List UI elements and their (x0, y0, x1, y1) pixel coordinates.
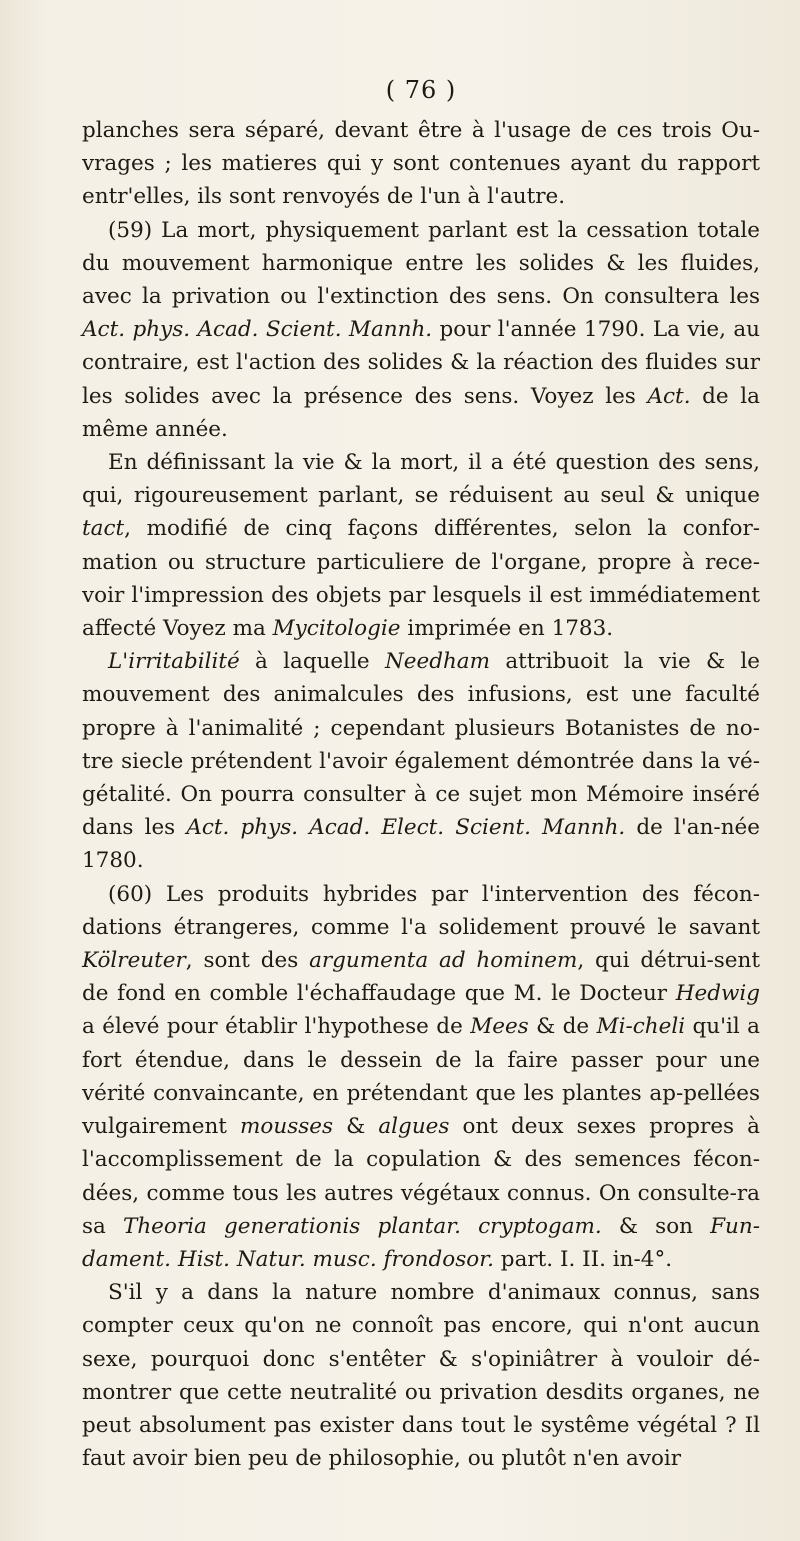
text-span: planches sera séparé, devant être à l'usage de ces trois Ou-vrages ; les matieres qui y sont contenues ayant du rapport entr'elles, ils sont renvoyés de l'un à l'autre. (82, 118, 760, 210)
body-text (82, 114, 760, 1475)
paragraph (82, 878, 760, 1276)
italic-text: Fun-dament. Hist. Natur. musc. frondosor. (82, 1213, 761, 1272)
italic-text: Act. (647, 383, 691, 409)
paragraph (82, 214, 760, 446)
italic-text: Mi-cheli (596, 1014, 686, 1040)
paragraph (82, 446, 760, 645)
text-span: , sont des (185, 948, 310, 974)
text-span: qu'il a fort étendue, dans le dessein de la faire passer pour une vérité convaincante, en prétendant que les plantes ap-pellées vulgairement (82, 1014, 760, 1140)
text-span: pour l'année 1790. La vie, au contraire, est l'action des solides & la réaction des fluides sur les solides avec la présence des sens. Voyez les (82, 317, 760, 409)
text-span: (59) La mort, physiquement parlant est la cessation totale du mouvement harmonique entre les solides & les fluides, avec la privation ou l'extinction des sens. On consultera les (82, 217, 760, 310)
italic-text: Act. phys. Acad. Scient. Mannh. (82, 317, 433, 343)
italic-text: algues (378, 1114, 450, 1140)
italic-text: tact (82, 516, 125, 542)
text-span: , modifié de cinq façons différentes, selon la confor-mation ou structure particuliere de l'organe, propre à rece-voir l'impression des objets par lesquels il est immédiatement affecté Voyez ma (82, 516, 760, 642)
page-number: ( 76 ) (385, 76, 457, 104)
text-span: En définissant la vie & la mort, il a été question des sens, qui, rigoureusement parlant, se réduisent au seul & unique (82, 450, 760, 509)
paragraph (82, 1276, 760, 1475)
italic-text: mousses (240, 1114, 334, 1140)
text-span: (60) Les produits hybrides par l'intervention des fécon-dations étrangeres, comme l'a solidement prouvé le savant (82, 881, 760, 940)
italic-text: Mees (470, 1014, 529, 1040)
italic-text: Needham (384, 649, 491, 675)
italic-text: L'irritabilité (108, 649, 240, 675)
text-span: & son (601, 1213, 711, 1239)
text-span: de l'an-née 1780. (82, 815, 760, 874)
paragraph (82, 114, 760, 214)
text-span: de la même année. (82, 383, 760, 442)
italic-text: argumenta ad hominem (309, 948, 578, 974)
text-span: a élevé pour établir l'hypothese de (82, 1014, 471, 1040)
text-span: & (333, 1114, 379, 1140)
italic-text: Act. phys. Acad. Elect. Scient. Mannh. (186, 815, 626, 841)
italic-text: Kölreuter (82, 948, 186, 974)
italic-text: Hedwig (675, 981, 760, 1007)
paragraph (82, 645, 760, 877)
text-span: S'il y a dans la nature nombre d'animaux connus, sans compter ceux qu'on ne connoît pas encore, qui n'ont aucun sexe, pourquoi donc s'entêter & s'opiniâtrer à vouloir dé-montrer que cette neutralité ou privation desdits organes, ne peut absolument pas exister dans tout le systême végétal ? Il faut avoir bien peu de philosophie, ou plutôt n'en avoir (82, 1280, 760, 1472)
text-span: , qui détrui-sent de fond en comble l'échaffaudage que M. le Docteur (82, 948, 760, 1007)
text-span: attribuoit la vie & le mouvement des animalcules des infusions, est une faculté propre à l'animalité ; cependant plusieurs Botanistes de no-tre siecle prétendent l'avoir également démontrée dans la vé-gétalité. On pourra consulter à ce sujet mon Mémoire inséré dans les (82, 649, 761, 841)
italic-text: Mycitologie (272, 616, 401, 642)
text-span: à laquelle (239, 649, 385, 675)
italic-text: Theoria generationis plantar. cryptogam. (123, 1213, 602, 1239)
text-span: part. I. II. in-4°. (493, 1246, 673, 1272)
text-span: ont deux sexes propres à l'accomplissement de la copulation & des semences fécon-dées, comme tous les autres végétaux connus. On consulte-ra sa (82, 1114, 760, 1239)
text-span: & de (528, 1014, 597, 1040)
text-span: imprimée en 1783. (400, 616, 614, 642)
